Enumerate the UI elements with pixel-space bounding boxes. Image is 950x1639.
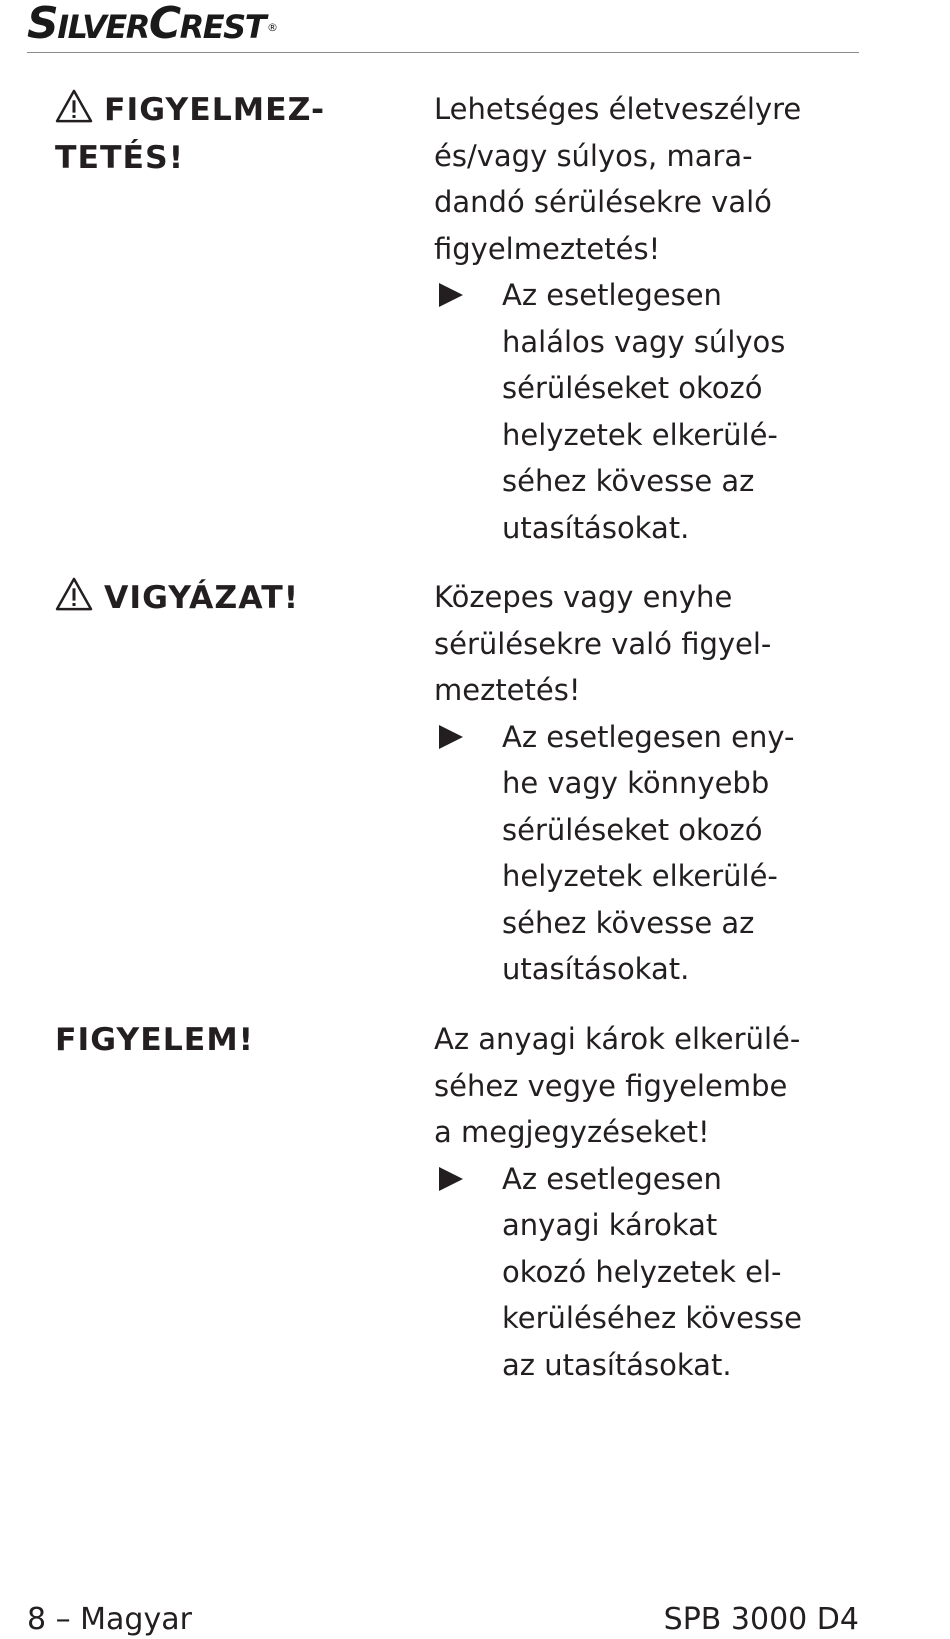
caution-bullet — [434, 714, 854, 993]
logo-letter-c: C — [148, 0, 180, 49]
page-number-language: 8 – Magyar — [27, 1602, 192, 1637]
warning-text-line: dandó sérülésekre való — [434, 185, 772, 219]
caution-bullet-line: helyzetek elkerülé- — [502, 859, 778, 893]
warning-triangle-icon — [55, 577, 93, 611]
warning-text-line: figyelmeztetés! — [434, 231, 661, 266]
caution-bullet-line: séhez kövesse az — [502, 905, 755, 940]
caution-bullet-line: he vagy könnyebb — [502, 766, 770, 800]
warning-bullet-line: Az esetlegesen — [502, 278, 722, 312]
brand-logo — [27, 2, 278, 55]
caution-text-line: sérülésekre való figyel- — [434, 626, 772, 661]
caution-label-text: VIGYÁZAT! — [104, 580, 300, 616]
notice-text-line: Az anyagi károk elkerülé- — [434, 1022, 801, 1056]
warning-bullet-line: halálos vagy súlyos — [502, 324, 786, 359]
notice-label-text: FIGYELEM! — [55, 1022, 255, 1058]
warning-label-line1: FIGYELMEZ- — [104, 92, 326, 128]
caution-text — [434, 574, 854, 993]
warning-text — [434, 86, 854, 551]
notice-text — [434, 1016, 854, 1388]
notice-bullet-line: Az esetlegesen — [502, 1161, 722, 1196]
notice-bullet-line: anyagi károkat — [502, 1208, 718, 1242]
notice-bullet-line: az utasításokat. — [502, 1347, 732, 1382]
registered-mark: ® — [267, 21, 279, 34]
warning-text-line: Lehetséges életveszélyre — [434, 92, 802, 126]
caution-text-line: meztetés! — [434, 673, 581, 707]
warning-bullet-line: séhez kövesse az — [502, 464, 755, 498]
caution-bullet-line: Az esetlegesen eny- — [502, 719, 795, 754]
bullet-arrow-icon — [438, 1166, 464, 1192]
notice-label — [55, 1016, 385, 1064]
caution-bullet-line: utasításokat. — [502, 952, 690, 986]
notice-text-line: séhez vegye figyelembe — [434, 1068, 788, 1103]
warning-text-line: és/vagy súlyos, mara- — [434, 138, 753, 173]
page-header — [27, 0, 859, 53]
bullet-arrow-icon — [438, 724, 464, 750]
warning-bullet-line: sérüléseket okozó — [502, 371, 763, 405]
warning-bullet-line: helyzetek elkerülé- — [502, 417, 778, 452]
notice-text-line: a megjegyzéseket! — [434, 1115, 710, 1149]
warning-bullet-line: utasításokat. — [502, 510, 690, 545]
bullet-arrow-icon — [438, 282, 464, 308]
caution-text-line: Közepes vagy enyhe — [434, 580, 733, 614]
warning-triangle-icon — [55, 89, 93, 123]
caution-bullet-line: sérüléseket okozó — [502, 812, 763, 847]
warning-bullet — [434, 272, 854, 551]
logo-letters-rest: REST — [179, 8, 266, 46]
model-number: SPB 3000 D4 — [663, 1602, 859, 1637]
logo-letters-ilver: ILVER — [57, 8, 149, 46]
caution-label — [55, 574, 385, 622]
notice-bullet-line: kerüléséhez kövesse — [502, 1301, 802, 1335]
notice-bullet-line: okozó helyzetek el- — [502, 1254, 782, 1289]
warning-label-line2: TETÉS! — [55, 140, 185, 176]
notice-bullet — [434, 1156, 854, 1389]
logo-letter-s: S — [27, 0, 58, 49]
warning-label — [55, 86, 385, 182]
